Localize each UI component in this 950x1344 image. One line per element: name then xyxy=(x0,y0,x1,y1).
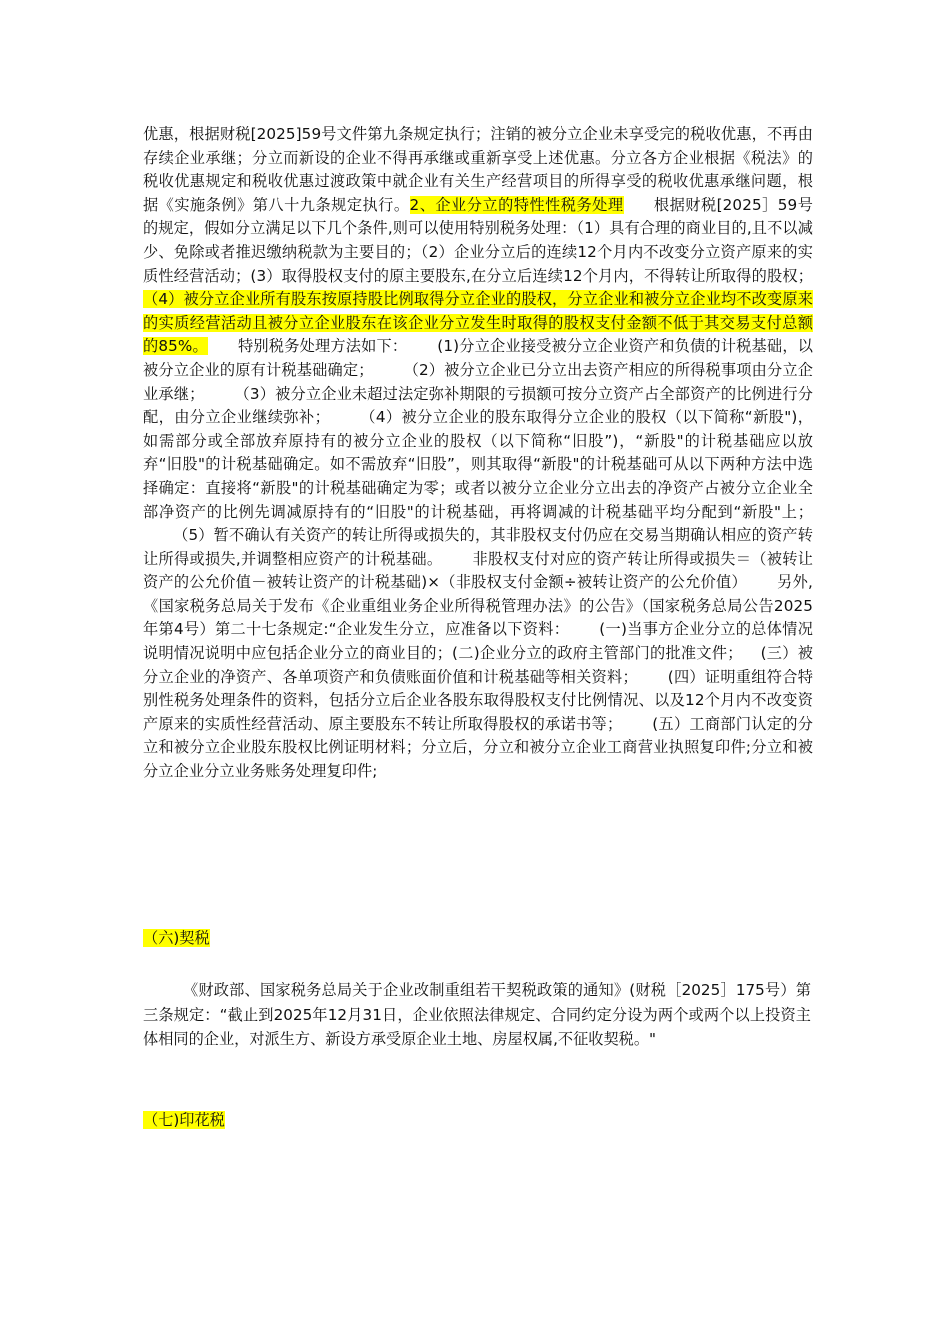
text-segment-1: 优惠，根据财税[2025]59号文件第九条规定执行；注销的被分立企业未享受完的税收优惠，不再由存续企业承继；分立而新设的企业不得再承继或重新享受上述优惠。分立各方企业根据《税法》的税收优惠规定和税收优惠过渡政策中就企业有关生产经营项目的所得享受的税收优惠承继问题，根据《实施条例》第八十九条规定执行。 xyxy=(143,125,813,214)
text-segment-12: (三）被分立企业的净资产、各单项资产和负债账面价值和计税基础等相关资料； xyxy=(143,644,814,686)
text-segment-7: （4）被分立企业的股东取得分立企业的股权（以下简称“新股")，如需部分或全部放弃原持有的被分立企业的股权（以下简称“旧股”)，“新股"的计税基础应以放弃“旧股"的计税基础确定。如不需放弃“旧股”，则其取得“新股"的计税基础可从以下两种方法中选择确定：直接将“新股"的计税基础确定为零；或者以被分立企业分立出去的净资产占被分立企业全部净资产的比例先调减原持有的“旧股"的计税基础，再将调减的计税基础平均分配到“新股"上； xyxy=(143,408,813,521)
section-heading-stamp-tax xyxy=(143,1109,225,1131)
text-segment-5: （2）被分立企业已分立出去资产相应的所得税事项由分立企业承继； xyxy=(143,360,814,403)
heading-deed-tax-text: （六)契税 xyxy=(143,929,210,947)
text-segment-13: (四）证明重组符合特别性税务处理条件的资料，包括分立后企业各股东取得股权支付比例情况、以及12个月内不改变资产原来的实质性经营活动、原主要股东不转让所取得股权的承诺书等； xyxy=(143,667,813,733)
text-segment-6: （3）被分立企业未超过法定弥补期限的亏损额可按分立资产占全部资产的比例进行分配，由分立企业继续弥补； xyxy=(143,384,813,427)
text-segment-8: （5）暂不确认有关资产的转让所得或损失的，其非股权支付仍应在交易当期确认相应的资产转让所得或损失,并调整相应资产的计税基础。 xyxy=(143,526,813,568)
text-segment-9: 非股权支付对应的资产转让所得或损失＝（被转让资产的公允价值－被转让资产的计税基础)×（非股权支付金额÷被转让资产的公允价值） xyxy=(143,549,814,592)
highlighted-subheading-special-tax: 2、企业分立的特性性税务处理 xyxy=(409,195,624,214)
body-paragraph-deed-tax: 《财政部、国家税务总局关于企业改制重组若干契税政策的通知》(财税［2025］175号）第三条规定：“截止到2025年12月31日，企业依照法律规定、合同约定分设为两个或两个以上投资主体相同的企业，对派生方、新设方承受原企业土地、房屋权属,不征收契税。" xyxy=(143,981,811,1048)
text-segment-11: (一)当事方企业分立的总体情况说明情况说明中应包括企业分立的商业目的；(二)企业分立的政府主管部门的批准文件； xyxy=(143,620,813,663)
section-heading-deed-tax xyxy=(143,927,210,949)
text-segment-4: (1)分立企业接受被分立企业资产和负债的计税基础，以被分立企业的原有计税基础确定； xyxy=(143,337,813,379)
text-segment-14: (五）工商部门认定的分立和被分立企业股东股权比例证明材料；分立后，分立和被分立企业工商营业执照复印件;分立和被分立企业分立业务账务处理复印件; xyxy=(143,714,813,781)
text-segment-10: 另外,《国家税务总局关于发布《企业重组业务企业所得税管理办法》的公告》（国家税务总局公告2025年第4号）第二十七条规定:“企业发生分立，应准备以下资料： xyxy=(143,573,813,639)
text-segment-3: 特别税务处理方法如下： xyxy=(237,337,408,356)
highlighted-condition-4: （4）被分立企业所有股东按原持股比例取得分立企业的股权，分立企业和被分立企业均不改变原来的实质经营活动且被分立企业股东在该企业分立发生时取得的股权支付金额不低于其交易支付总额的85%。 xyxy=(143,290,813,356)
text-segment-2: 根据财税[2025］59号的规定，假如分立满足以下几个条件,则可以使用特别税务处理：（1）具有合理的商业目的,且不以减少、免除或者推迟缴纳税款为主要目的；（2）企业分立后的连续12个月内不改变分立资产原来的实质性经营活动；(3）取得股权支付的原主要股东,在分立后连续12个月内，不得转让所取得的股权； xyxy=(143,195,813,285)
heading-stamp-tax-text: （七)印花税 xyxy=(143,1111,225,1129)
body-paragraph-main xyxy=(143,123,813,784)
